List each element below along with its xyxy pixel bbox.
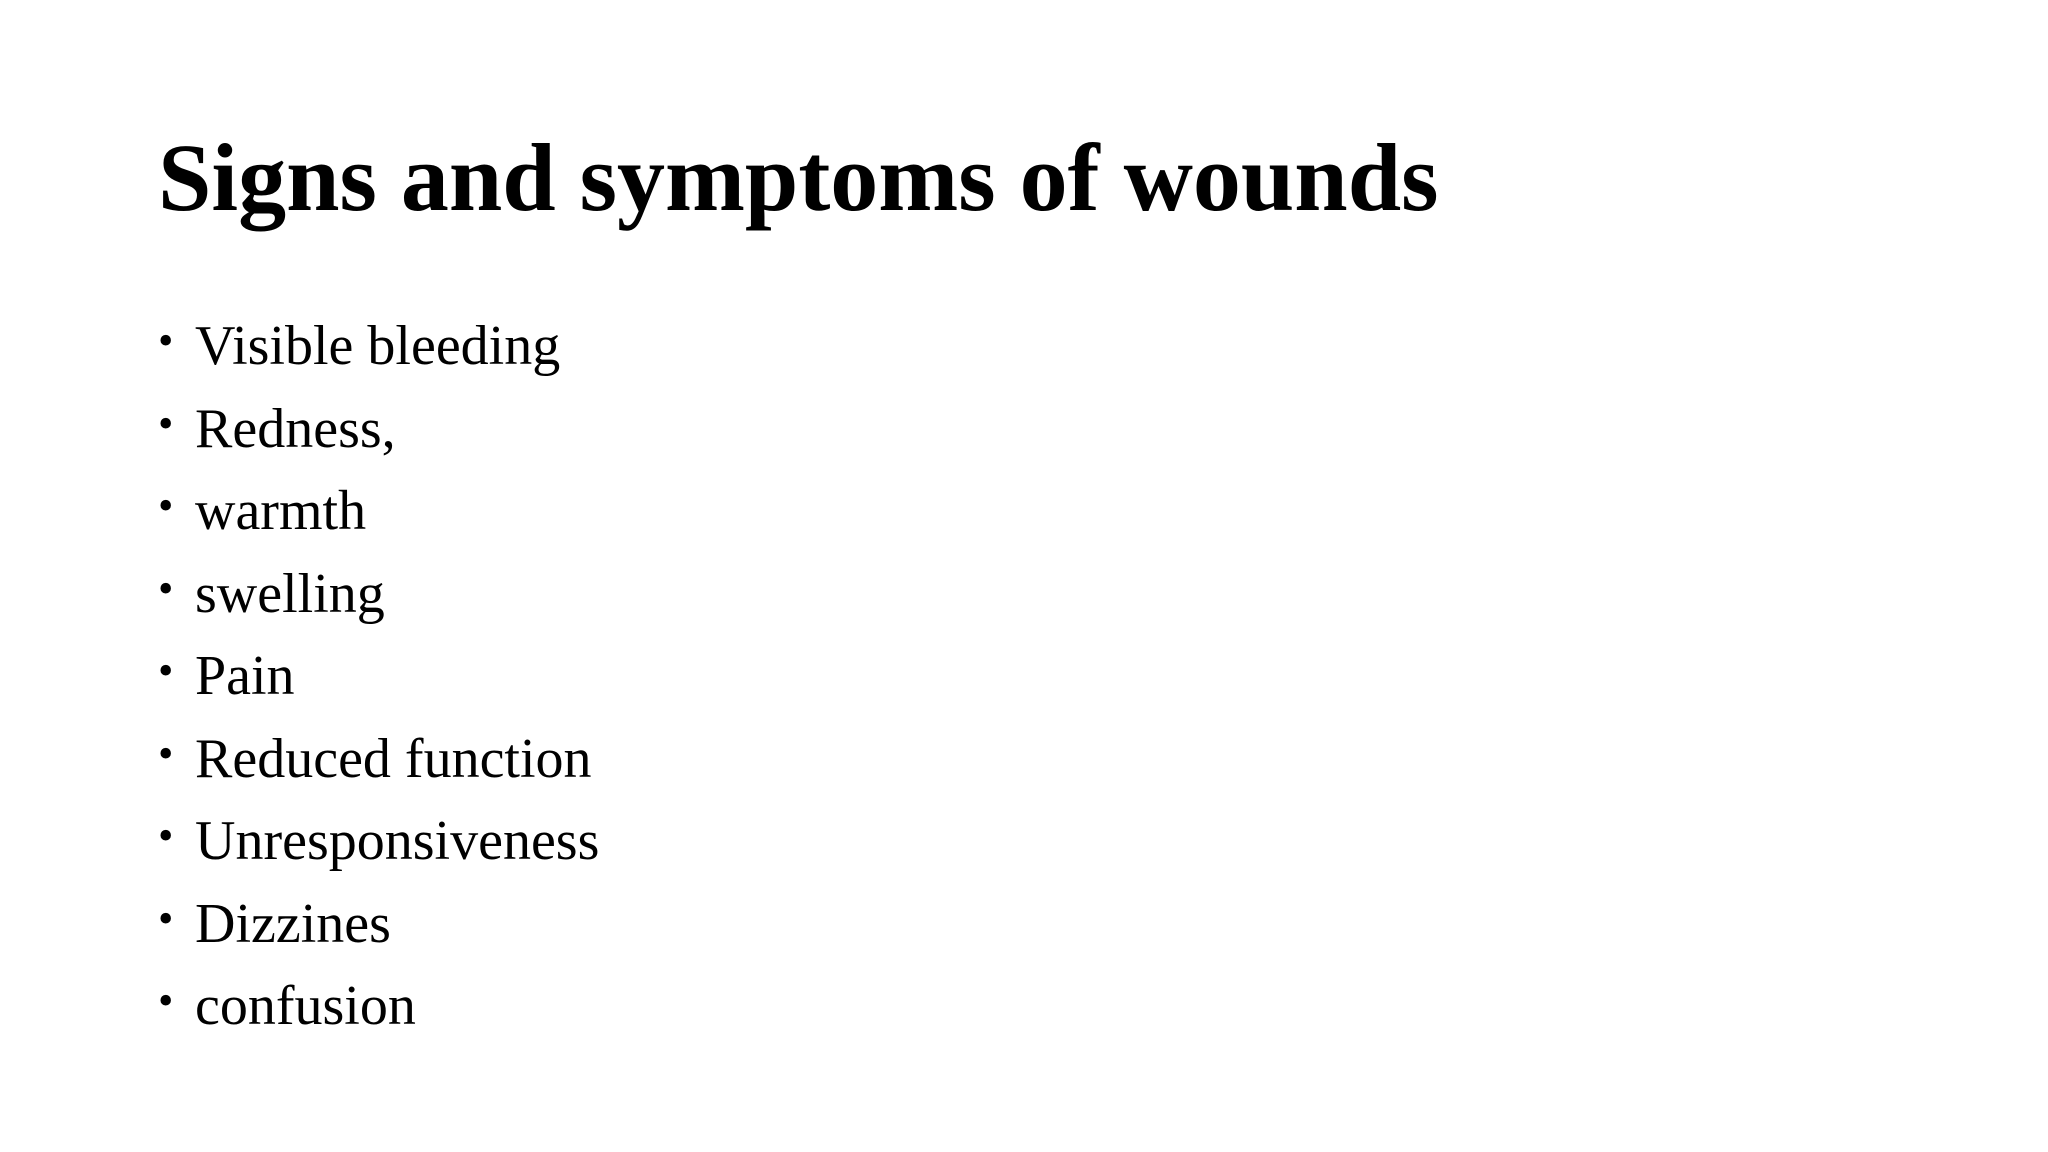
bullet-icon: • bbox=[158, 728, 174, 778]
list-item-text: swelling bbox=[195, 562, 385, 625]
list-item bbox=[158, 724, 599, 807]
bullet-icon: • bbox=[158, 481, 174, 530]
list-item bbox=[158, 476, 599, 559]
list-item bbox=[158, 889, 599, 972]
list-item-text: Visible bleeding bbox=[195, 315, 561, 377]
list-item bbox=[158, 641, 599, 724]
bullet-icon: • bbox=[158, 316, 174, 365]
bullet-icon: • bbox=[158, 811, 174, 860]
bullet-icon: • bbox=[158, 646, 174, 695]
list-item-text: Pain bbox=[195, 645, 295, 707]
list-item bbox=[158, 311, 599, 394]
bullet-icon: • bbox=[158, 398, 174, 448]
list-item bbox=[158, 559, 599, 642]
slide-title: Signs and symptoms of wounds bbox=[158, 124, 1439, 231]
list-item bbox=[158, 971, 599, 1054]
bullet-icon: • bbox=[158, 976, 174, 1025]
list-item-text: Redness, bbox=[195, 397, 396, 460]
list-item bbox=[158, 394, 599, 477]
list-item-text: Unresponsiveness bbox=[195, 810, 600, 872]
list-item-text: confusion bbox=[195, 975, 416, 1037]
bullet-icon: • bbox=[158, 563, 174, 613]
list-item-text: warmth bbox=[195, 480, 367, 542]
list-item-text: Reduced function bbox=[195, 727, 592, 790]
bullet-list bbox=[158, 311, 599, 1054]
bullet-icon: • bbox=[158, 893, 174, 943]
list-item-text: Dizzines bbox=[195, 892, 391, 955]
list-item bbox=[158, 806, 599, 889]
